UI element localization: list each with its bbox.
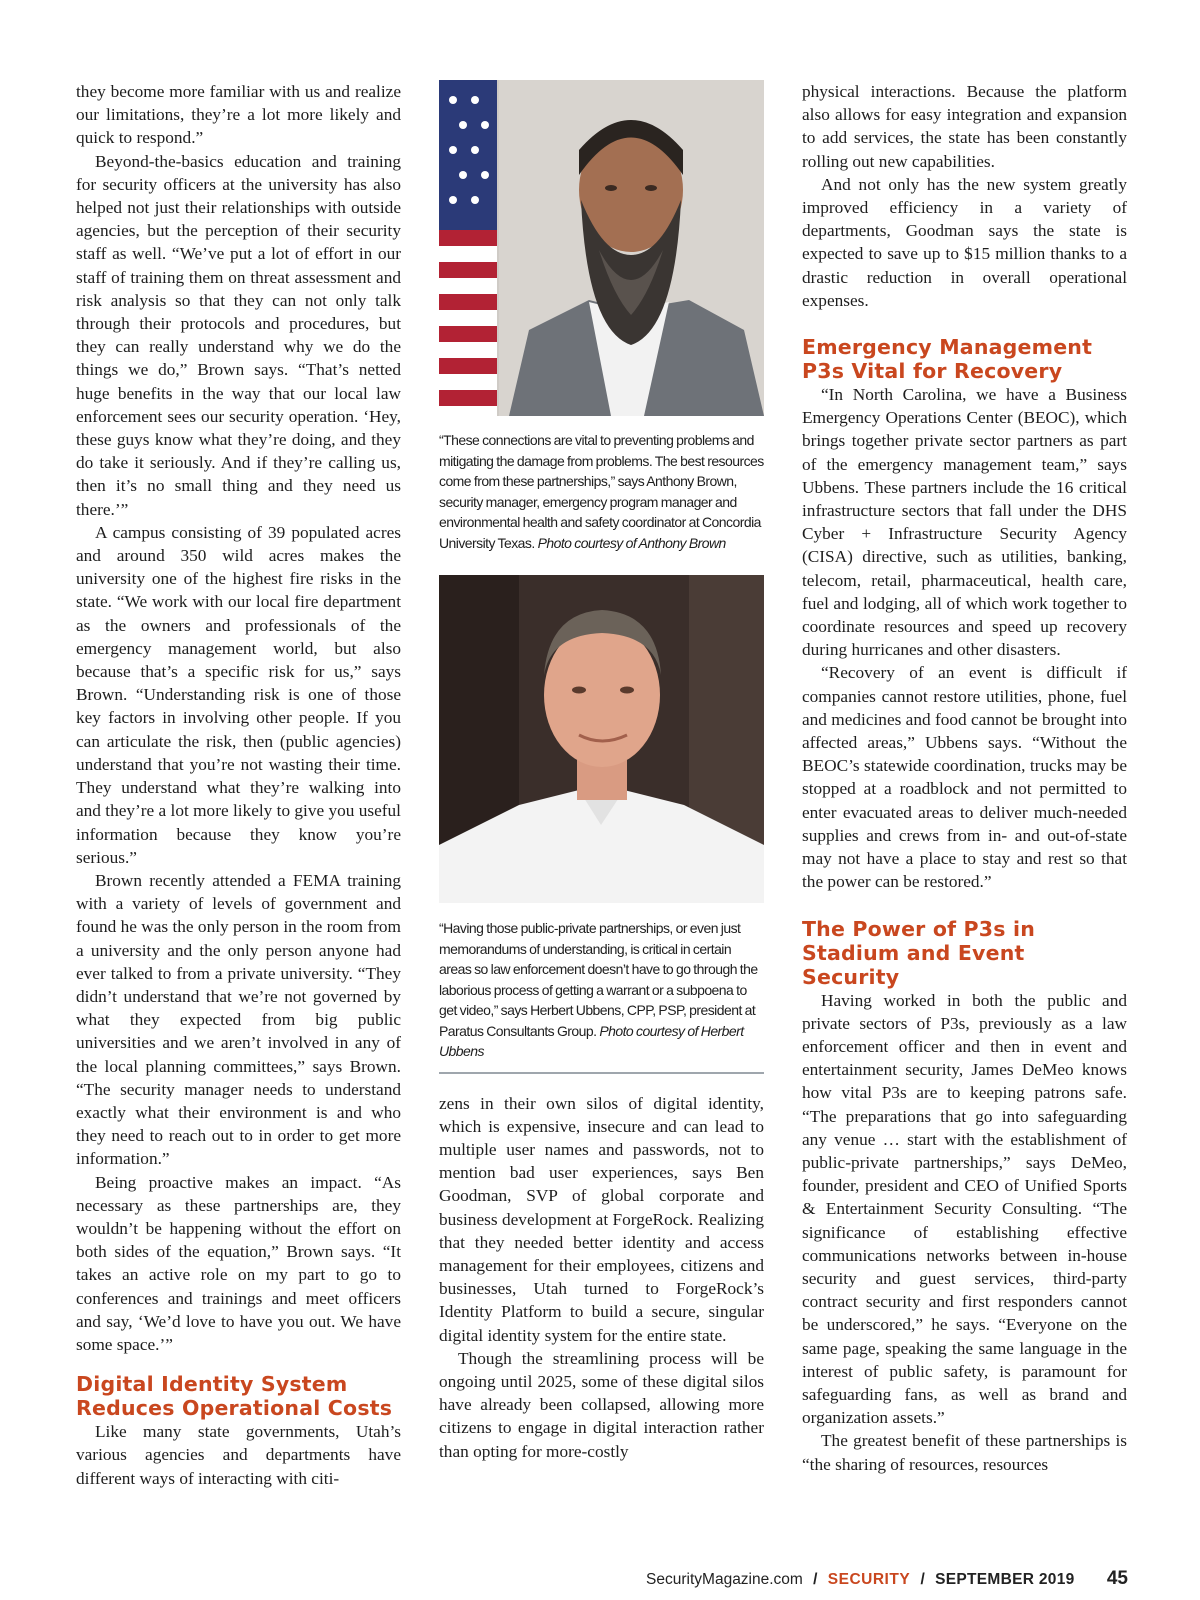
footer-separator: /: [920, 1571, 925, 1588]
photo-caption: [439, 918, 764, 1062]
portrait-photo-anthony-brown-icon: [439, 80, 764, 416]
section-heading: The Power of P3s in Stadium and Event Security: [802, 916, 1036, 989]
section-heading: Digital Identity System Reduces Operational Costs: [76, 1372, 393, 1421]
portrait-photo-2: [439, 575, 764, 903]
body-paragraph: Having worked in both the public and private sectors of P3s, previously as a law enforcement officer and then in event and entertainment security, James DeMeo knows how vital P3s are to keeping patrons safe. “The preparations that go into safeguarding any venue … start with the establishment of public-private partnerships,” says DeMeo, founder, president and CEO of Unified Sports & Entertainment Security Consulting. “The significance of establishing effective communications networks between in-house security and guest services, third-party contract security and first responders cannot be underscored,” he says. “Everyone on the same page, speaking the same language in the interest of public safety, is paramount for safeguarding fans, as well as brand and organization assets.”: [802, 990, 1127, 1428]
photo-credit: Photo courtesy of Anthony Brown: [537, 534, 726, 551]
body-paragraph: Though the streamlining process will be ongoing until 2025, some of these digital silos have already been collapsed, allowing more citizens to engage in digital interaction rather than opting for more-costly: [439, 1348, 764, 1461]
portrait-photo-herbert-ubbens-icon: [439, 575, 764, 903]
article-column-3: [802, 80, 1127, 1476]
footer-site: SecurityMagazine.com: [646, 1571, 803, 1588]
article-column-1: [76, 80, 401, 1490]
footer-brand: SECURITY: [827, 1571, 911, 1588]
section-heading: Emergency Management P3s Vital for Recovery: [802, 335, 1093, 384]
footer-date: SEPTEMBER 2019: [935, 1571, 1075, 1588]
article-column-2: [439, 80, 764, 1463]
caption-text: “These connections are vital to preventing problems and mitigating the damage from problems. The best resources come from these partnerships,” says Anthony Brown, security manager, emergency program manager and environmental health and safety coordinator at Concordia University Texas.: [439, 432, 764, 551]
body-paragraph: “In North Carolina, we have a Business Emergency Operations Center (BEOC), which brings together private sector partners as part of the emergency management team,” says Ubbens. These partners include the 16 critical infrastructure sectors that fall under the DHS Cyber + Infrastructure Security Agency (CISA) directive, such as utilities, banking, telecom, retail, pharmaceutical, health care, fuel and lodging, all of which work together to coordinate resources and speed up recovery during hurricanes and other disasters.: [802, 385, 1127, 660]
footer-separator: /: [813, 1571, 818, 1588]
body-paragraph: Brown recently attended a FEMA training with a variety of levels of government and found he was the only person in the room from a university and the only person anyone had ever talked to from a private university. “They didn’t understand that we’re not governed by what they expected from big public universities and we aren’t involved in any of the local planning committees,” says Brown. “The security manager needs to understand exactly what their environment is and who they need to reach out to in order to get more information.”: [76, 870, 401, 1169]
body-paragraph: “Recovery of an event is difficult if companies cannot restore utilities, phone, fuel and medicines and food cannot be brought into affected areas,” Ubbens says. “Without the BEOC’s statewide coordination, trucks may be stopped at a roadblock and not permitted to enter evacuated areas to deliver much-needed supplies and crews from in- and out-of-state may not have a place to stay and rest so that the power can be restored.”: [802, 663, 1127, 892]
page-number: 45: [1106, 1568, 1128, 1589]
body-paragraph: The greatest benefit of these partnerships is “the sharing of resources, resources: [802, 1431, 1127, 1474]
body-paragraph: A campus consisting of 39 populated acres and around 350 wild acres makes the university one of the highest fire risks in the state. “We work with our local fire department as the owners and professionals of the emergency management world, but also because that’s a specific risk for us,” says Brown. “Understanding risk is one of those key factors in involving other people. If you can articulate the risk, then (public agencies) understand that you’re not wasting their time. They understand what they’re walking into and they’re a lot more likely to give you useful information because they know you’re serious.”: [76, 522, 401, 867]
body-paragraph: zens in their own silos of digital identity, which is expensive, insecure and can lead to multiple user names and passwords, not to mention bad user experiences, says Ben Goodman, SVP of global corporate and business development at ForgeRock. Realizing that they needed better identity and access management for their employees, citizens and businesses, Utah turned to ForgeRock’s Identity Platform to build a secure, singular digital identity system for the entire state.: [439, 1093, 764, 1345]
photo-credit: Photo courtesy of Herbert Ubbens: [439, 1022, 744, 1059]
body-paragraph: physical interactions. Because the platform also allows for easy integration and expansion to add services, the state has been constantly rolling out new capabilities.: [802, 82, 1127, 171]
body-paragraph: Being proactive makes an impact. “As necessary as these partnerships are, they wouldn’t be happening without the effort on both sides of the equation,” Brown says. “It takes an active role on my part to go to conferences and trainings and meet officers and say, ‘We’d love to have you out. We have some space.’”: [76, 1172, 401, 1354]
page-footer: [646, 1568, 1128, 1590]
caption-text: “Having those public-private partnerships, or even just memorandums of understanding, is critical in certain areas so law enforcement doesn’t have to go through the laborious process of getting a warrant or a subpoena to get video,” says Herbert Ubbens, CPP, PSP, president at Paratus Consultants Group.: [439, 920, 758, 1039]
body-paragraph: And not only has the new system greatly improved efficiency in a variety of departments, Goodman says the state is expected to save up to $15 million thanks to a drastic reduction in overall operational expenses.: [802, 174, 1127, 310]
body-paragraph: they become more familiar with us and realize our limitations, they’re a lot more likely and quick to respond.”: [76, 82, 401, 148]
body-paragraph: Beyond-the-basics education and training for security officers at the university has also helped not just their relationships with outside agencies, but the perception of their security staff as well. “We’ve put a lot of effort in our staff of training them on threat assessment and risk analysis so that they can not only talk through their protocols and procedures, but they can really understand why we do the things we do,” Brown says. “That’s netted huge benefits in the way that our local law enforcement sees our security operation. ‘Hey, these guys know what they’re doing, and they do take it seriously. And if they’re calling us, then it’s no small thing and they need us there.’”: [76, 151, 401, 519]
photo-caption: [439, 430, 764, 553]
portrait-photo-1: [439, 80, 764, 416]
body-paragraph: Like many state governments, Utah’s various agencies and departments have different ways of interacting with citi-: [76, 1422, 401, 1488]
